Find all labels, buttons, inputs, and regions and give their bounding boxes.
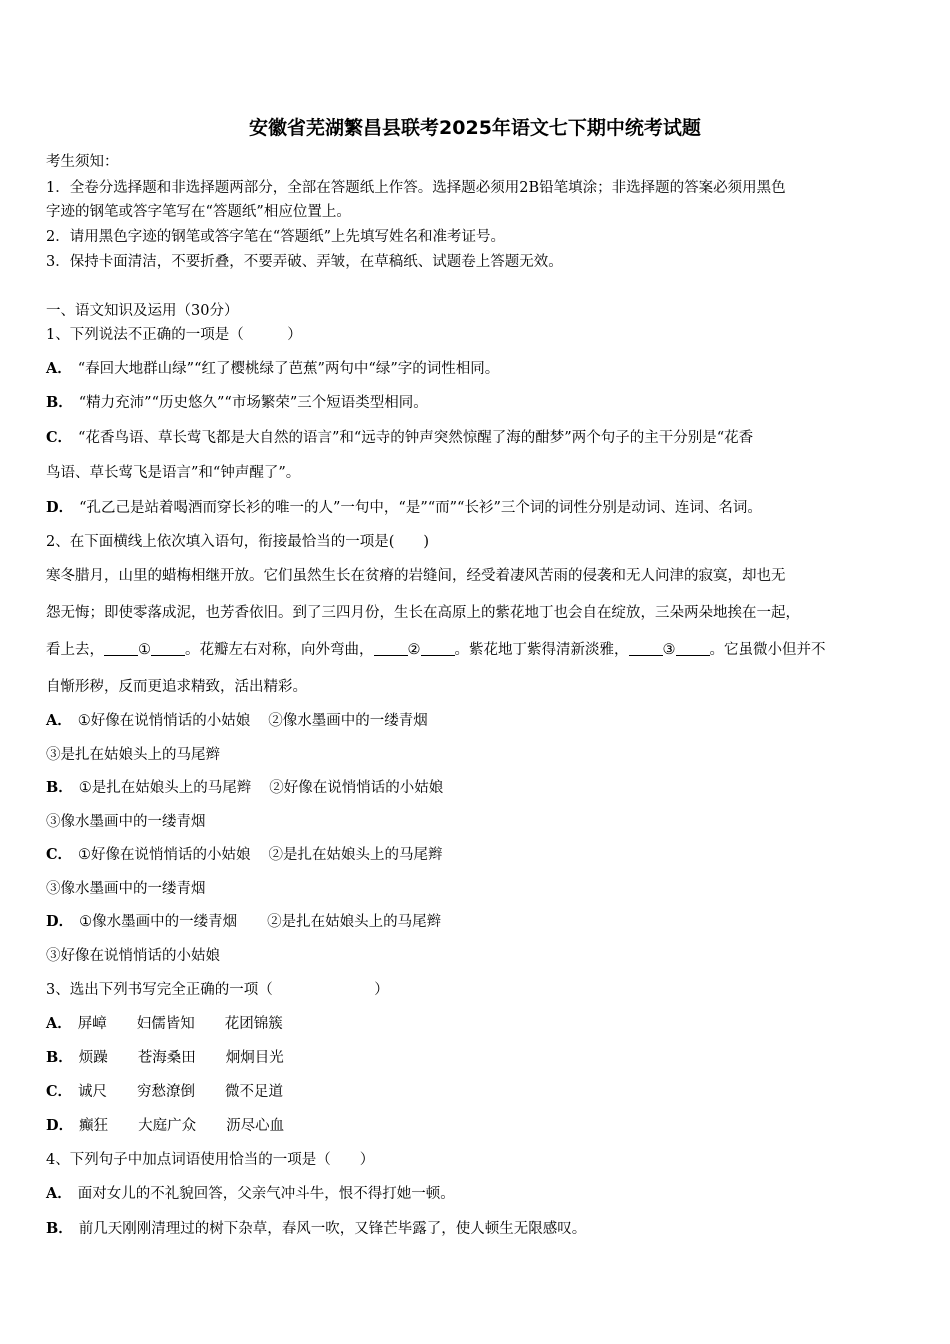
option-word: 炯炯目光 bbox=[225, 1050, 284, 1066]
q2-option-a-cont: ③是扎在姑娘头上的马尾辫 bbox=[46, 747, 220, 763]
blank-marker: ① bbox=[138, 642, 151, 658]
option-label: B． bbox=[46, 1220, 73, 1237]
q1-stem: 1、下列说法不正确的一项是（ ） bbox=[46, 327, 302, 343]
notice-item-1-cont: 字迹的钢笔或答字笔写在“答题纸”相应位置上。 bbox=[46, 204, 351, 220]
option-text: ①好像在说悄悄话的小姑娘 bbox=[78, 847, 251, 863]
option-word: 妇儒皆知 bbox=[136, 1016, 195, 1032]
option-word: 癫狂 bbox=[79, 1118, 109, 1134]
q1-option-d bbox=[46, 498, 762, 518]
q4-stem: 4、下列句子中加点词语使用恰当的一项是（ ） bbox=[46, 1152, 375, 1168]
option-word: 屏嶂 bbox=[77, 1016, 107, 1032]
option-word: 大庭广众 bbox=[138, 1118, 197, 1134]
option-label: B． bbox=[46, 394, 73, 411]
notice-item-1: 1．全卷分选择题和非选择题两部分，全部在答题纸上作答。选择题必须用2B铅笔填涂；非选择题的答案必须用黑色 bbox=[46, 180, 786, 196]
blank-line bbox=[104, 641, 138, 656]
option-word: 花团锦簇 bbox=[224, 1016, 283, 1032]
option-text: “精力充沛”“历史悠久”“市场繁荣”三个短语类型相同。 bbox=[78, 395, 428, 411]
option-word: 穷愁潦倒 bbox=[137, 1084, 196, 1100]
q3-option-d bbox=[46, 1116, 284, 1136]
option-word: 微不足道 bbox=[225, 1084, 284, 1100]
option-label: B． bbox=[46, 1049, 73, 1066]
q2-option-d-cont: ③好像在说悄悄话的小姑娘 bbox=[46, 948, 220, 964]
q2-passage-line: 怨无悔；即使零落成泥，也芳香依旧。到了三四月份，生长在高原上的紫花地丁也会自在绽放，三朵两朵地挨在一起， bbox=[46, 605, 800, 621]
q2-option-b-cont: ③像水墨画中的一缕青烟 bbox=[46, 814, 206, 830]
blank-line bbox=[421, 641, 455, 656]
option-label: C． bbox=[46, 1083, 73, 1100]
option-label: A． bbox=[46, 712, 72, 729]
q1-option-c bbox=[46, 428, 753, 448]
option-label: D． bbox=[46, 1117, 74, 1134]
section-heading: 一、语文知识及运用（30分） bbox=[46, 303, 239, 319]
option-text: 面对女儿的不礼貌回答，父亲气冲斗牛，恨不得打她一顿。 bbox=[77, 1186, 455, 1202]
option-label: A． bbox=[46, 1015, 72, 1032]
option-word: 苍海桑田 bbox=[137, 1050, 196, 1066]
option-text: “春回大地群山绿”“红了樱桃绿了芭蕉”两句中“绿”字的词性相同。 bbox=[77, 361, 500, 377]
document-title: 安徽省芜湖繁昌县联考2025年语文七下期中统考试题 bbox=[249, 117, 701, 139]
q2-passage-line: 自惭形秽，反而更追求精致，活出精彩。 bbox=[46, 679, 307, 695]
option-text: 前几天刚刚清理过的树下杂草，春风一吹，又锋芒毕露了，使人顿生无限感叹。 bbox=[78, 1221, 587, 1237]
option-label: A． bbox=[46, 360, 72, 377]
q3-option-c bbox=[46, 1082, 283, 1102]
notice-item-3: 3．保持卡面清洁，不要折叠，不要弄破、弄皱，在草稿纸、试题卷上答题无效。 bbox=[46, 254, 563, 270]
option-label: B． bbox=[46, 779, 73, 796]
option-text: ②是扎在姑娘头上的马尾辫 bbox=[267, 914, 442, 930]
q4-option-a bbox=[46, 1184, 455, 1204]
option-text: “花香鸟语、草长莺飞都是大自然的语言”和“远寺的钟声突然惊醒了海的酣梦”两个句子的主干分别是“花香 bbox=[78, 430, 754, 446]
option-text: “孔乙己是站着喝酒而穿长衫的唯一的人”一句中，“是”“而”“长衫”三个词的词性分别是动词、连词、名词。 bbox=[79, 500, 762, 516]
option-label: A． bbox=[46, 1185, 72, 1202]
q2-option-c-cont: ③像水墨画中的一缕青烟 bbox=[46, 881, 206, 897]
q3-option-a bbox=[46, 1014, 283, 1034]
option-text: ①是扎在姑娘头上的马尾辫 bbox=[78, 780, 252, 796]
option-label: D． bbox=[46, 499, 74, 516]
q3-option-b bbox=[46, 1048, 284, 1068]
option-word: 烦躁 bbox=[78, 1050, 108, 1066]
notice-item-2: 2．请用黑色字迹的钢笔或答字笔在“答题纸”上先填写姓名和准考证号。 bbox=[46, 229, 506, 245]
option-label: C． bbox=[46, 429, 73, 446]
q2-stem: 2、在下面横线上依次填入语句，衔接最恰当的一项是( ) bbox=[46, 534, 430, 550]
q4-option-b bbox=[46, 1219, 586, 1239]
option-text: ②像水墨画中的一缕青烟 bbox=[268, 713, 428, 729]
option-text: ①好像在说悄悄话的小姑娘 bbox=[77, 713, 251, 729]
q2-option-b bbox=[46, 778, 443, 798]
passage-text: 看上去， bbox=[46, 642, 104, 658]
blank-line bbox=[629, 641, 663, 656]
q2-option-d bbox=[46, 912, 441, 932]
passage-text: 。它虽微小但并不 bbox=[709, 642, 826, 658]
q1-option-a bbox=[46, 359, 499, 379]
option-text: ②是扎在姑娘头上的马尾辫 bbox=[268, 847, 443, 863]
q3-stem: 3、选出下列书写完全正确的一项（ ） bbox=[46, 982, 389, 998]
q2-option-a bbox=[46, 711, 428, 731]
blank-marker: ② bbox=[407, 642, 421, 658]
option-text: ①像水墨画中的一缕青烟 bbox=[79, 914, 238, 930]
q2-passage-line: 寒冬腊月，山里的蜡梅相继开放。它们虽然生长在贫瘠的岩缝间，经受着凄风苦雨的侵袭和无人问津的寂寞，却也无 bbox=[46, 568, 786, 584]
option-word: 沥尽心血 bbox=[226, 1118, 285, 1134]
blank-line bbox=[374, 641, 408, 656]
blank-line bbox=[676, 641, 710, 656]
passage-text: 。紫花地丁紫得清新淡雅， bbox=[454, 642, 629, 658]
q2-passage-line bbox=[46, 640, 826, 660]
passage-text: 。花瓣左右对称，向外弯曲， bbox=[185, 642, 374, 658]
option-text: ②好像在说悄悄话的小姑娘 bbox=[269, 780, 444, 796]
q1-option-c-cont: 鸟语、草长莺飞是语言”和“钟声醒了”。 bbox=[46, 465, 301, 481]
blank-line bbox=[151, 641, 185, 656]
option-label: C． bbox=[46, 846, 73, 863]
option-label: D． bbox=[46, 913, 74, 930]
q2-option-c bbox=[46, 845, 443, 865]
notice-heading: 考生须知： bbox=[46, 154, 119, 170]
q1-option-b bbox=[46, 393, 428, 413]
option-word: 诚尺 bbox=[78, 1084, 108, 1100]
blank-marker: ③ bbox=[662, 642, 676, 658]
